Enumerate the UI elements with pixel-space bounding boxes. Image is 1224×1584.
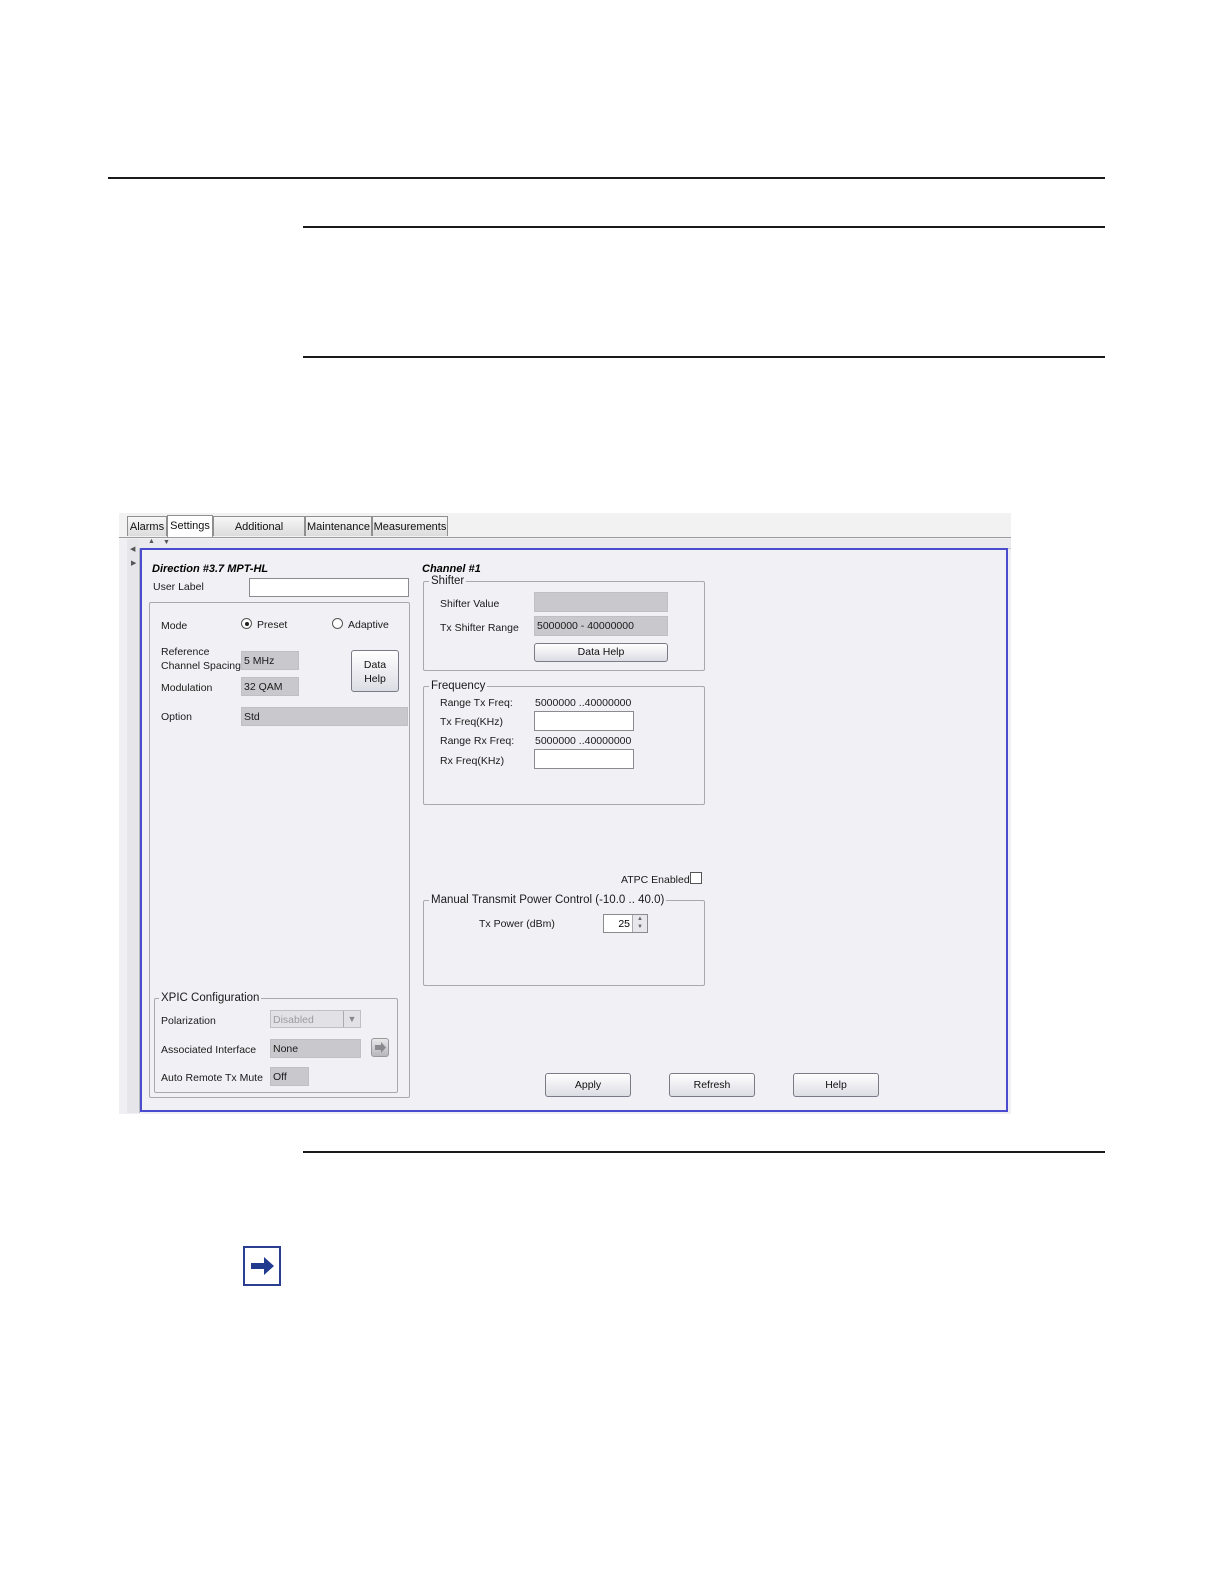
shifter-title: Shifter: [431, 575, 465, 587]
help-button[interactable]: Help: [793, 1073, 879, 1097]
range-rx-freq-caption: Range Rx Freq:: [440, 735, 515, 747]
range-rx-freq-value: 5000000 ..40000000: [535, 735, 632, 747]
range-tx-freq-caption: Range Tx Freq:: [440, 697, 513, 709]
assoc-interface-caption: Associated Interface: [161, 1044, 257, 1056]
refresh-button[interactable]: Refresh: [669, 1073, 755, 1097]
polarization-caption: Polarization: [161, 1015, 216, 1027]
ref-channel-spacing-field: 5 MHz: [241, 651, 299, 670]
tx-shifter-range-caption: Tx Shifter Range: [440, 622, 519, 634]
tx-power-caption: Tx Power (dBm): [479, 918, 555, 930]
collapse-left-icon[interactable]: ◀: [130, 546, 136, 553]
atpc-enabled-caption: ATPC Enabled: [621, 874, 690, 886]
settings-window: [119, 513, 1011, 1114]
tab-alarms[interactable]: Alarms: [127, 516, 167, 536]
mode-adaptive-label[interactable]: Adaptive: [348, 619, 389, 631]
expand-down-icon[interactable]: ▼: [163, 539, 170, 546]
frequency-title: Frequency: [431, 680, 486, 692]
mode-preset-radio[interactable]: [241, 618, 252, 629]
mode-caption: Mode: [161, 620, 188, 632]
modulation-field: 32 QAM: [241, 677, 299, 696]
tab-maintenance[interactable]: Maintenance: [305, 516, 372, 536]
tab-strip: [119, 513, 1011, 538]
range-tx-freq-value: 5000000 ..40000000: [535, 697, 632, 709]
atpc-enabled-checkbox[interactable]: [690, 872, 702, 884]
mtpc-title: Manual Transmit Power Control (-10.0 .. 40.0): [431, 894, 665, 906]
data-help-line2: Help: [364, 673, 386, 685]
xpic-configuration-title: XPIC Configuration: [161, 992, 260, 1004]
user-label-input[interactable]: [249, 578, 409, 597]
mode-adaptive-radio[interactable]: [332, 618, 343, 629]
modulation-caption: Modulation: [161, 682, 213, 694]
mode-preset-label[interactable]: Preset: [257, 619, 288, 631]
tab-settings[interactable]: Settings: [167, 515, 213, 537]
assoc-interface-field: None: [270, 1039, 361, 1058]
tx-freq-caption: Tx Freq(KHz): [440, 716, 503, 728]
left-collapse-rail[interactable]: [127, 539, 140, 1113]
data-help-button-left[interactable]: [351, 650, 399, 692]
header-rule-3: [303, 356, 1105, 358]
collapse-up-icon[interactable]: ▲: [148, 538, 155, 545]
tx-shifter-range-field: 5000000 - 40000000: [534, 616, 668, 636]
shifter-value-field: [534, 592, 668, 612]
tab-additional-settings[interactable]: Additional: [213, 516, 305, 536]
rx-freq-caption: Rx Freq(KHz): [440, 755, 505, 767]
rx-freq-input[interactable]: [534, 749, 634, 769]
ref-channel-spacing-caption-1: Reference: [161, 646, 210, 658]
channel-title: Channel #1: [422, 563, 481, 575]
tx-power-stepper[interactable]: [603, 914, 648, 933]
expand-right-icon[interactable]: ▶: [131, 560, 137, 567]
tab-measurements[interactable]: Measurements: [372, 516, 448, 536]
settings-content-panel: [140, 548, 1008, 1112]
direction-title: Direction #3.7 MPT-HL: [152, 563, 269, 575]
footer-rule: [303, 1151, 1105, 1153]
auto-remote-tx-mute-caption: Auto Remote Tx Mute: [161, 1072, 263, 1084]
data-help-line1: Data: [363, 659, 387, 671]
stepper-arrows-icon[interactable]: ▲ ▼: [632, 915, 647, 932]
polarization-select[interactable]: [270, 1010, 361, 1028]
header-rule-2: [303, 226, 1105, 228]
tx-power-value: 25: [618, 918, 630, 930]
data-help-button[interactable]: Data Help: [534, 643, 668, 662]
ref-channel-spacing-caption-2: Channel Spacing: [161, 660, 241, 672]
right-arrow-icon: [243, 1246, 281, 1286]
apply-button[interactable]: Apply: [545, 1073, 631, 1097]
option-field: Std: [241, 707, 408, 726]
auto-remote-tx-mute-field: Off: [270, 1067, 309, 1086]
polarization-select-value: Disabled: [273, 1014, 314, 1026]
tx-freq-input[interactable]: [534, 711, 634, 731]
user-label-caption: User Label: [153, 581, 204, 593]
header-rule-top: [108, 177, 1105, 179]
chevron-down-icon[interactable]: ▼: [343, 1011, 360, 1027]
mtpc-group: [423, 900, 705, 986]
option-caption: Option: [161, 711, 192, 723]
shifter-value-caption: Shifter Value: [440, 598, 500, 610]
browse-arrow-icon[interactable]: [371, 1038, 389, 1057]
